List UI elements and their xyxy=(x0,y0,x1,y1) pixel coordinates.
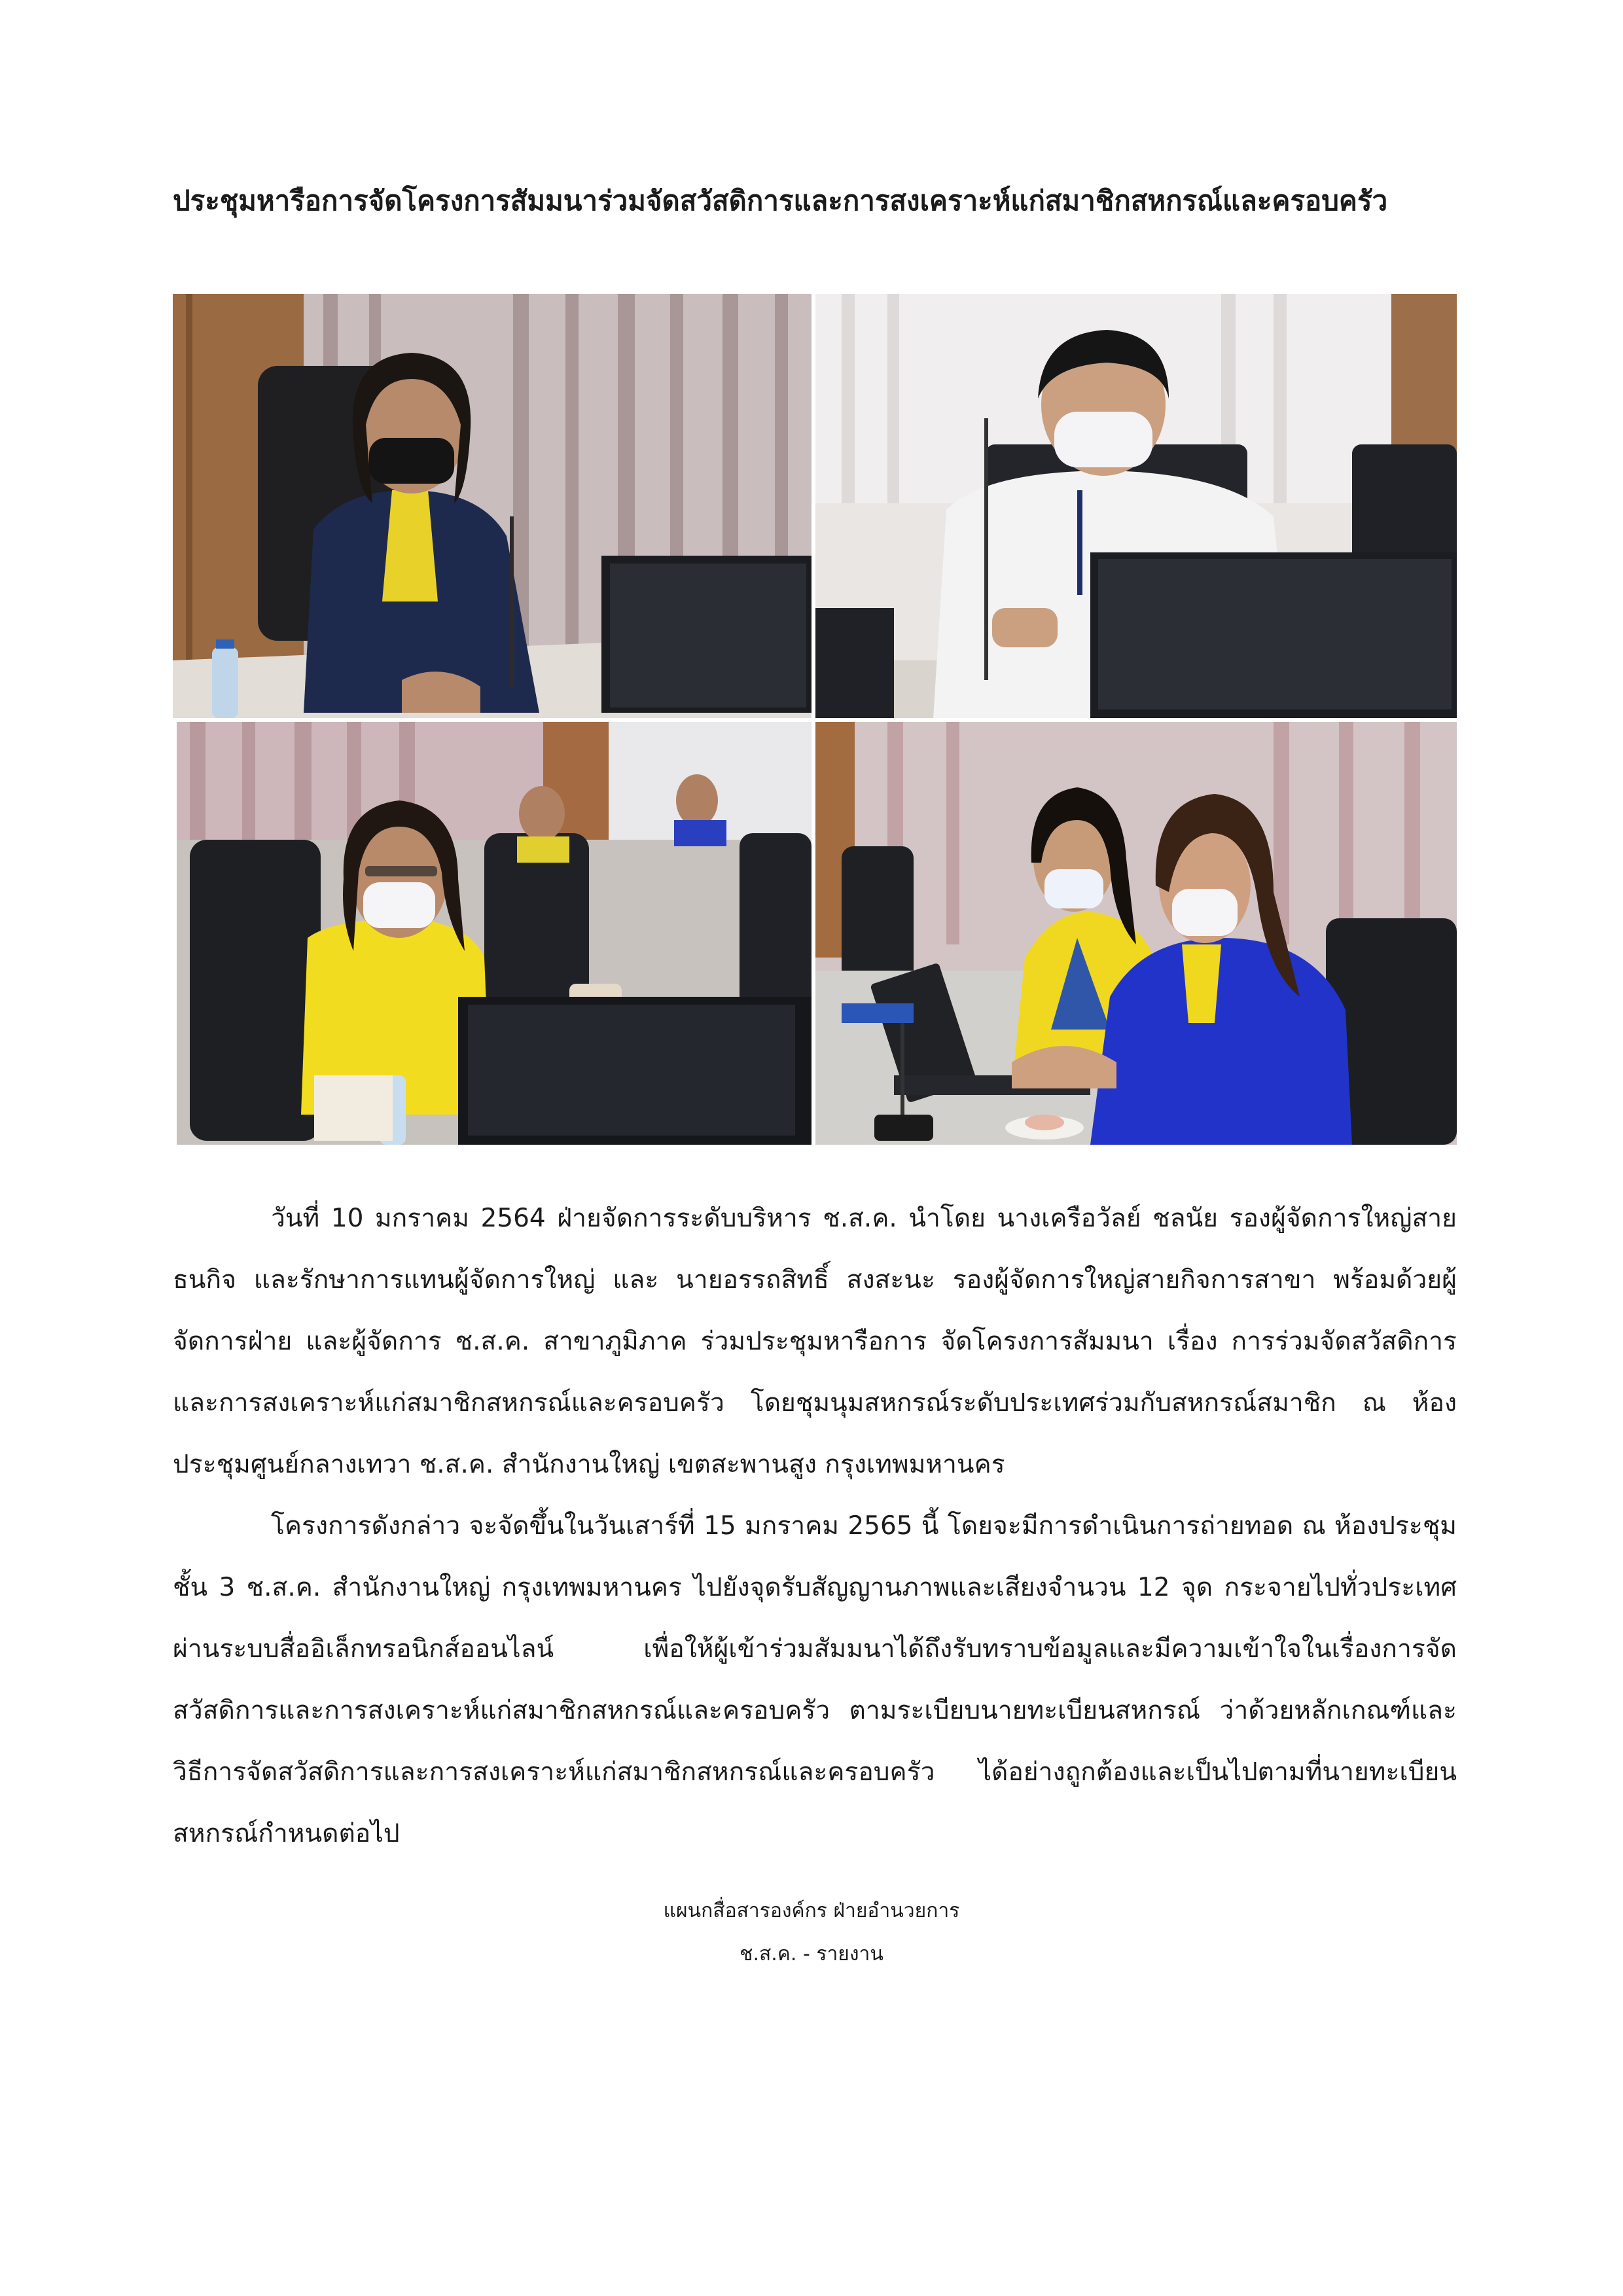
photo-man-white-shirt xyxy=(815,294,1457,718)
footer-reporter: ช.ส.ค. - รายงาน xyxy=(740,1943,883,1965)
photo-women-yellow-shirts xyxy=(177,722,812,1145)
photo-women-at-laptop xyxy=(815,722,1457,1145)
photo-collage xyxy=(173,294,1457,1145)
paragraph-1: วันที่ 10 มกราคม 2564 ฝ่ายจัดการระดับบริหาร ช.ส.ค. นำโดย นางเครือวัลย์ ชลนัย รองผู้จัดการใหญ่สายธนกิจ และรักษาการแทนผู้จัดการใหญ่ และ นายอรรถสิทธิ์ สงสะนะ รองผู้จัดการใหญ่สายกิจการสาขา พร้อมด้วยผู้จัดการฝ่าย และผู้จัดการ ช.ส.ค. สาขาภูมิภาค ร่วมประชุมหารือการ จัดโครงการสัมมนา เรื่อง การร่วมจัดสวัสดิการและการสงเคราะห์แก่สมาชิกสหกรณ์และครอบครัว โดยชุมนุมสหกรณ์ระดับประเทศร่วมกับสหกรณ์สมาชิก ณ ห้องประชุมศูนย์กลางเทวา ช.ส.ค. สำนักงานใหญ่ เขตสะพานสูง กรุงเทพมหานคร xyxy=(173,1204,1457,1479)
article-body xyxy=(173,1188,1457,1865)
paragraph-2: โครงการดังกล่าว จะจัดขึ้นในวันเสาร์ที่ 15 มกราคม 2565 นี้ โดยจะมีการดำเนินการถ่ายทอด ณ ห้องประชุม ชั้น 3 ช.ส.ค. สำนักงานใหญ่ กรุงเทพมหานคร ไปยังจุดรับสัญญานภาพและเสียงจำนวน 12 จุด กระจายไปทั่วประเทศ ผ่านระบบสื่ออิเล็กทรอนิกส์ออนไลน์ เพื่อให้ผู้เข้าร่วมสัมมนาได้ถึงรับทราบข้อมูลและมีความเข้าใจในเรื่องการจัดสวัสดิการและการสงเคราะห์แก่สมาชิกสหกรณ์และครอบครัว ตามระเบียบนายทะเบียนสหกรณ์ ว่าด้วยหลักเกณฑ์และวิธีการจัดสวัสดิการและการสงเคราะห์แก่สมาชิกสหกรณ์และครอบครัว ได้อย่างถูกต้องและเป็นไปตามที่นายทะเบียนสหกรณ์กำหนดต่อไป xyxy=(173,1511,1457,1848)
footer-department: แผนกสื่อสารองค์กร ฝ่ายอำนวยการ xyxy=(663,1899,960,1922)
photo-woman-navy-blazer xyxy=(173,294,812,718)
page-title: ประชุมหารือการจัดโครงการสัมมนาร่วมจัดสวัสดิการและการสงเคราะห์แก่สมาชิกสหกรณ์และครอบครัว xyxy=(173,185,1388,217)
